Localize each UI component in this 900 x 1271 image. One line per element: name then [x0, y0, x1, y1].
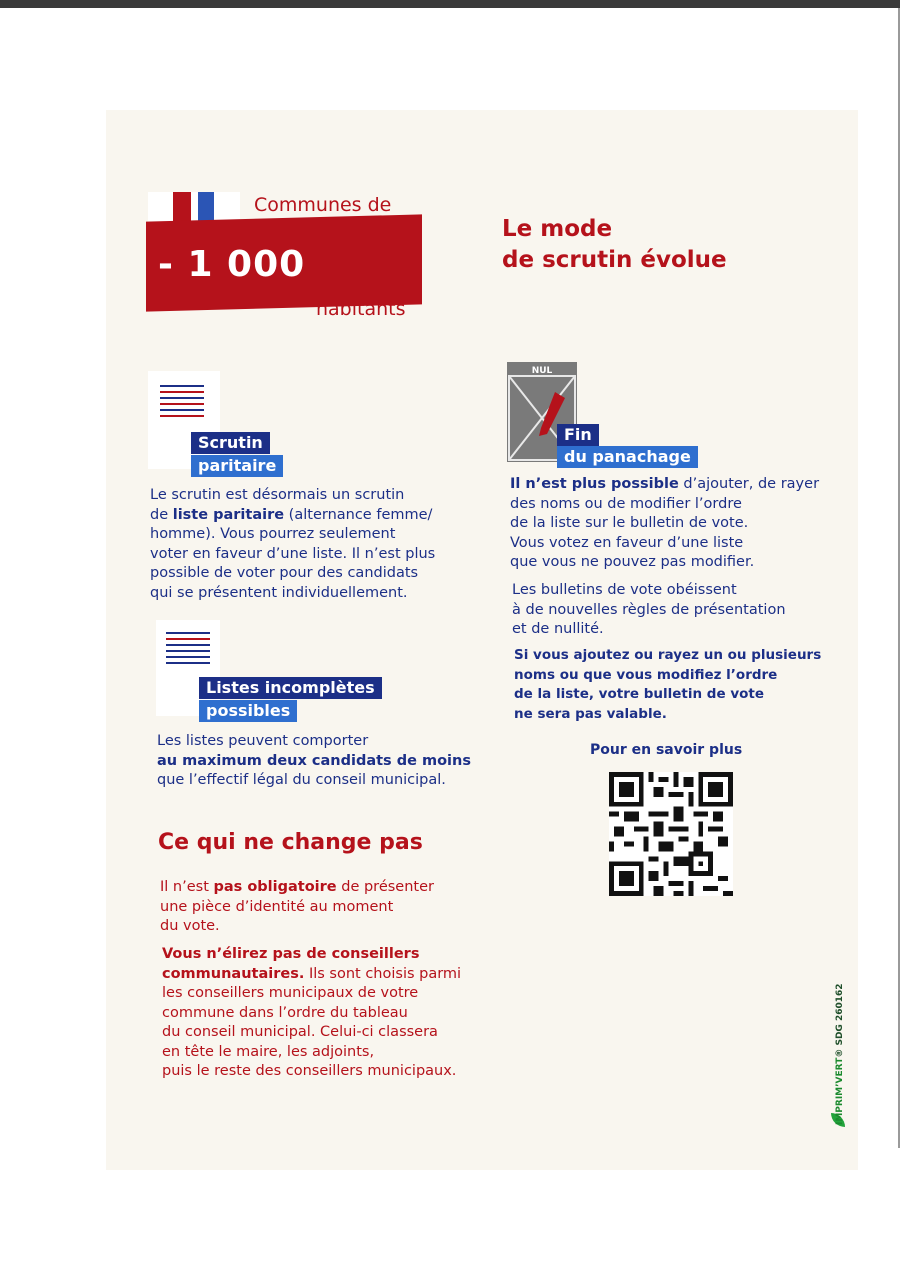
- unchanged-paragraph-2: [162, 945, 461, 1082]
- body-line: de liste paritaire (alternance femme/: [150, 506, 433, 523]
- ballot-label: NUL: [531, 366, 553, 376]
- imprimvert-mark: [835, 983, 845, 1125]
- tag-paritaire: paritaire: [191, 455, 283, 477]
- body-line: Vous votez en faveur d’une liste: [510, 534, 744, 551]
- striped-lines-icon: [166, 632, 210, 668]
- body-line: puis le reste des conseillers municipaux.: [162, 1063, 457, 1079]
- header-suffix: habitants: [316, 298, 406, 320]
- panachage-paragraph-2: [512, 581, 786, 640]
- tag-possibles: possibles: [199, 700, 297, 722]
- body-line: Les bulletins de vote obéissent: [512, 582, 737, 598]
- body-line: une pièce d’identité au moment: [160, 898, 394, 915]
- body-line: du vote.: [160, 918, 220, 934]
- section-title-unchanged: Ce qui ne change pas: [158, 830, 423, 855]
- body-line: du conseil municipal. Celui-ci classera: [162, 1024, 438, 1040]
- imprimvert-brand: IMPRIM’VERT: [835, 1057, 845, 1125]
- tag-du-panachage: du panachage: [557, 446, 698, 468]
- body-line: noms ou que vous modifiez l’ordre: [514, 666, 778, 683]
- body-line: les conseillers municipaux de votre: [162, 985, 419, 1001]
- panachage-paragraph-3: [514, 646, 821, 724]
- body-line: Le scrutin est désormais un scrutin: [150, 487, 405, 503]
- body-line: Il n’est plus possible d’ajouter, de rayer: [510, 476, 820, 492]
- right-title-line2: de scrutin évolue: [502, 247, 727, 273]
- body-line: communautaires. Ils sont choisis parmi: [162, 965, 462, 982]
- body-line: possible de voter pour des candidats: [150, 565, 419, 581]
- header-prefix: Communes de: [254, 194, 392, 216]
- unchanged-paragraph-1: [160, 878, 434, 937]
- body-line: que l’effectif légal du conseil municipal.: [157, 772, 446, 788]
- body-line: commune dans l’ordre du tableau: [162, 1004, 408, 1021]
- listes-incompletes-body: [157, 732, 471, 791]
- imprimvert-ref: ® SDG 260162: [835, 983, 845, 1058]
- body-line: ne sera pas valable.: [514, 705, 667, 722]
- body-line: Les listes peuvent comporter: [157, 733, 369, 749]
- body-line: Si vous ajoutez ou rayez un ou plusieurs: [514, 647, 822, 663]
- more-info-label: Pour en savoir plus: [590, 742, 743, 758]
- right-title: [502, 214, 727, 276]
- body-line: de la liste sur le bulletin de vote.: [510, 515, 749, 531]
- body-line: et de nullité.: [512, 621, 604, 637]
- body-line: homme). Vous pourrez seulement: [150, 526, 396, 542]
- body-line: voter en faveur d’une liste. Il n’est plus: [150, 545, 436, 562]
- body-line: en tête le maire, les adjoints,: [162, 1043, 375, 1060]
- body-line: au maximum deux candidats de moins: [157, 752, 471, 769]
- scrutin-paritaire-body: [150, 486, 435, 603]
- scan-top-edge: [0, 0, 900, 8]
- body-line: que vous ne pouvez pas modifier.: [510, 554, 755, 570]
- body-line: de la liste, votre bulletin de vote: [514, 686, 765, 702]
- body-line: des noms ou de modifier l’ordre: [510, 495, 742, 512]
- body-line: qui se présentent individuellement.: [150, 584, 408, 601]
- header-number: - 1 000: [158, 244, 306, 285]
- tag-scrutin: Scrutin: [191, 432, 270, 454]
- striped-lines-icon: [160, 385, 204, 421]
- body-line: Vous n’élirez pas de conseillers: [162, 946, 420, 962]
- right-title-line1: Le mode: [502, 216, 613, 242]
- tag-listes-incompletes: Listes incomplètes: [199, 677, 382, 699]
- qr-code[interactable]: [609, 772, 733, 896]
- body-line: Il n’est pas obligatoire de présenter: [160, 879, 434, 895]
- body-line: à de nouvelles règles de présentation: [512, 601, 786, 618]
- panachage-paragraph-1: [510, 475, 819, 573]
- tag-fin: Fin: [557, 424, 599, 446]
